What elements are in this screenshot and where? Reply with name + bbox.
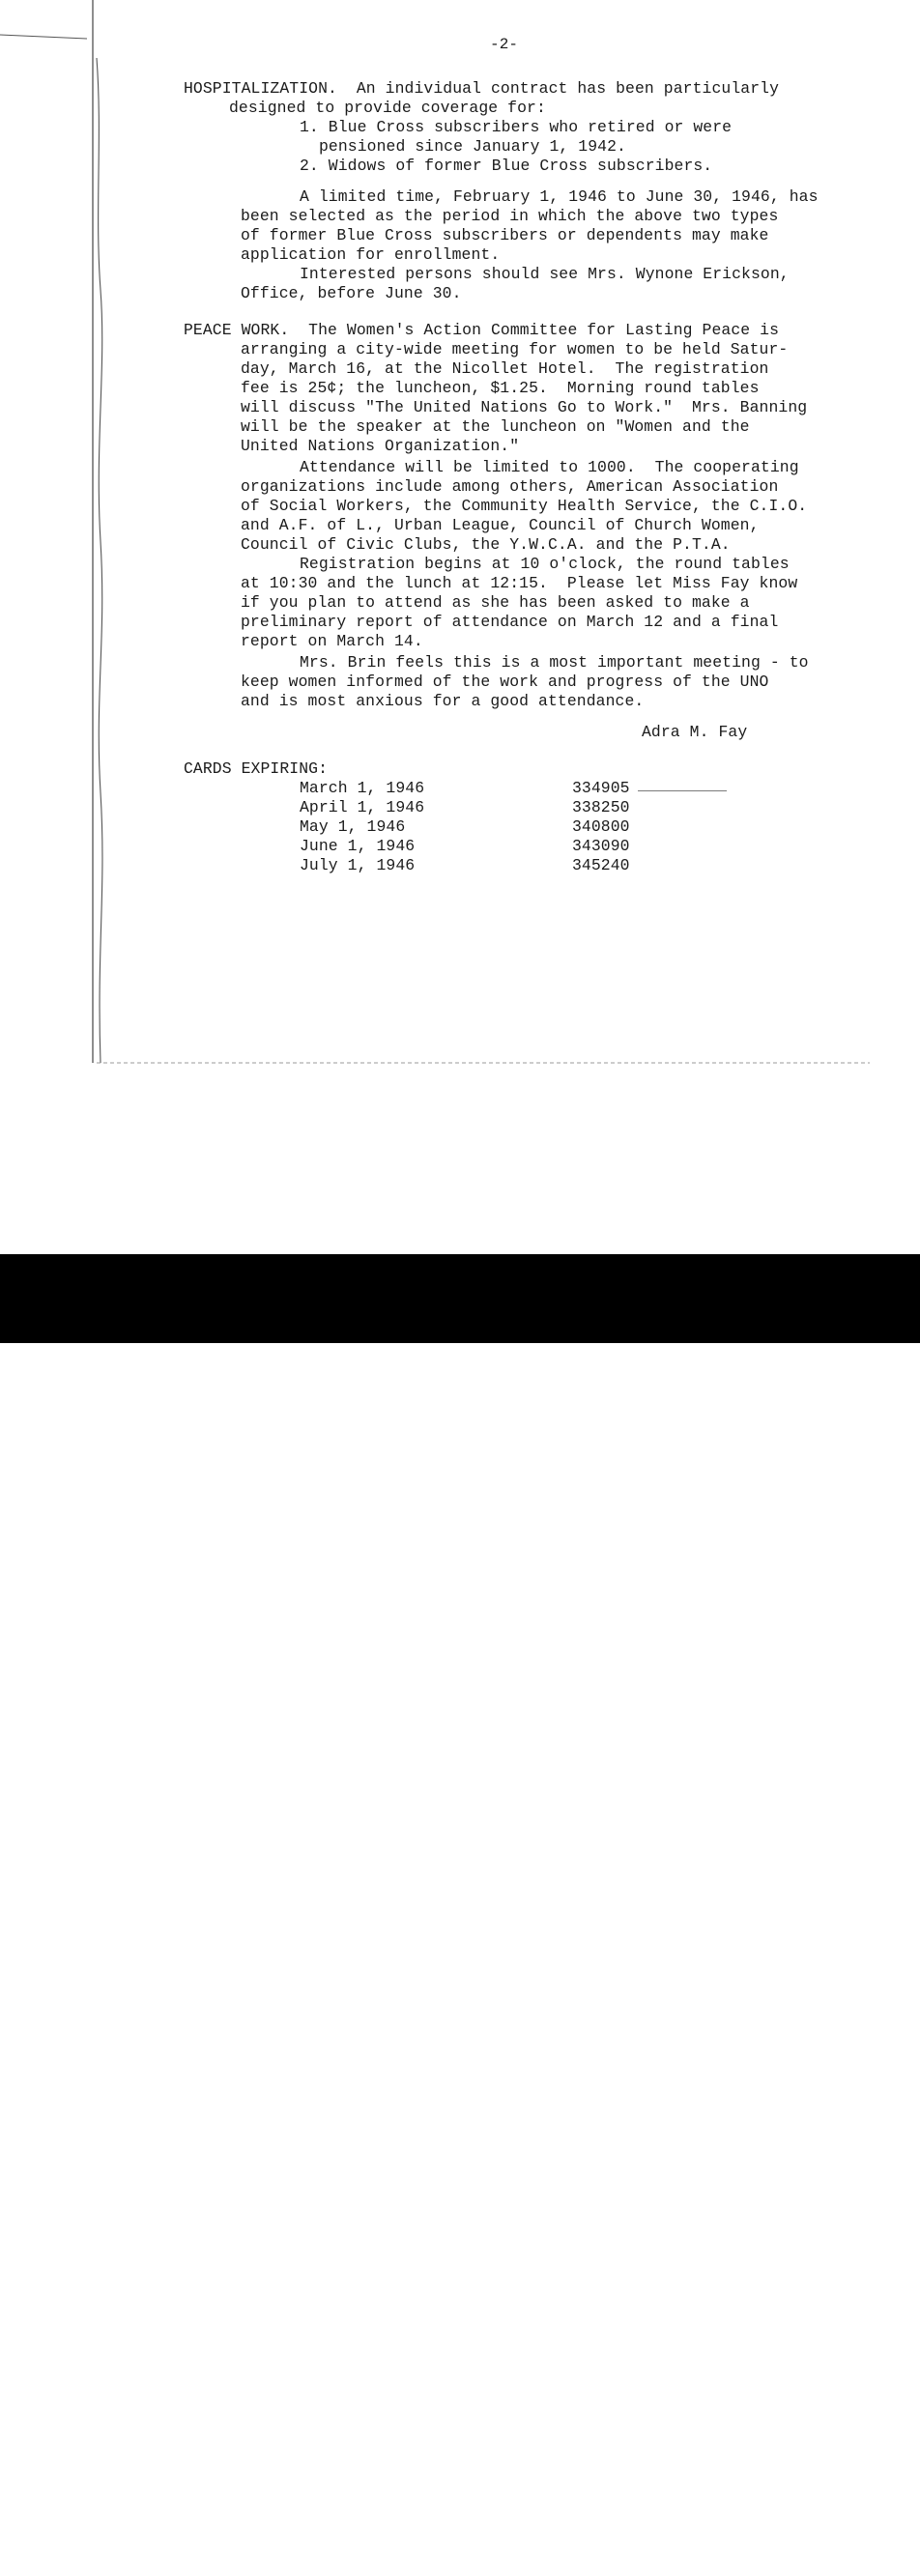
peace-work-line-8: Attendance will be limited to 1000. The cooperating [300, 458, 799, 476]
alamy-logo: alamy [27, 2528, 143, 2575]
page-number: -2- [490, 36, 519, 53]
hospitalization-line-2: designed to provide coverage for: [229, 99, 546, 117]
peace-work-line-15: if you plan to attend as she has been asked to make a [241, 593, 750, 612]
image-id-block [762, 2532, 893, 2564]
card-number: 343090 [572, 837, 630, 855]
signature: Adra M. Fay [642, 723, 748, 741]
card-date: July 1, 1946 [300, 856, 416, 874]
hospitalization-line-4: pensioned since January 1, 1942. [319, 137, 626, 156]
peace-work-line-7: United Nations Organization." [241, 437, 520, 455]
image-id: Image ID: 3AKCJNT [762, 2532, 893, 2548]
hospitalization-line-1: HOSPITALIZATION. An individual contract has been particularly [184, 79, 780, 98]
peace-work-line-3: day, March 16, at the Nicollet Hotel. The registration [241, 359, 769, 378]
site-url: www.alamy.com [803, 2549, 893, 2563]
card-date: May 1, 1946 [300, 817, 406, 836]
peace-work-line-2: arranging a city-wide meeting for women to be held Satur- [241, 340, 789, 358]
peace-work-line-16: preliminary report of attendance on March 12 and a final [241, 613, 779, 631]
hospitalization-line-9: application for enrollment. [241, 245, 501, 264]
peace-work-line-13: Registration begins at 10 o'clock, the round tables [300, 555, 790, 573]
peace-work-line-18: Mrs. Brin feels this is a most important meeting - to [300, 653, 809, 672]
cards-heading: CARDS EXPIRING: [184, 759, 329, 778]
hospitalization-line-7: been selected as the period in which the above two types [241, 207, 779, 225]
peace-work-line-19: keep women informed of the work and progress of the UNO [241, 673, 769, 691]
peace-work-line-11: and A.F. of L., Urban League, Council of Church Women, [241, 516, 760, 534]
hospitalization-line-3: 1. Blue Cross subscribers who retired or were [300, 118, 733, 136]
card-date: June 1, 1946 [300, 837, 416, 855]
peace-work-line-4: fee is 25¢; the luncheon, $1.25. Morning round tables [241, 379, 760, 397]
corner-mark [0, 35, 87, 39]
peace-work-line-12: Council of Civic Clubs, the Y.W.C.A. and the P.T.A. [241, 535, 731, 554]
peace-work-line-20: and is most anxious for a good attendance. [241, 692, 645, 710]
hospitalization-line-11: Office, before June 30. [241, 284, 462, 302]
watermark-footer [0, 1254, 920, 2575]
peace-work-line-6: will be the speaker at the luncheon on "Women and the [241, 417, 750, 436]
card-number: 334905 [572, 779, 630, 797]
binding-edge [97, 58, 102, 1063]
card-number-underline [638, 790, 727, 791]
peace-work-line-17: report on March 14. [241, 632, 423, 650]
card-date: April 1, 1946 [300, 798, 425, 816]
hospitalization-line-6: A limited time, February 1, 1946 to June 30, 1946, has [300, 187, 819, 206]
peace-work-line-9: organizations include among others, American Association [241, 477, 779, 496]
card-number: 340800 [572, 817, 630, 836]
peace-work-line-10: of Social Workers, the Community Health Service, the C.I.O. [241, 497, 808, 515]
peace-work-line-14: at 10:30 and the lunch at 12:15. Please let Miss Fay know [241, 574, 798, 592]
document-page [0, 0, 920, 1254]
hospitalization-line-10: Interested persons should see Mrs. Wynone Erickson, [300, 265, 790, 283]
card-date: March 1, 1946 [300, 779, 425, 797]
hospitalization-line-8: of former Blue Cross subscribers or dependents may make [241, 226, 769, 244]
card-number: 338250 [572, 798, 630, 816]
peace-work-line-5: will discuss "The United Nations Go to Work." Mrs. Banning [241, 398, 808, 416]
peace-work-line-1: PEACE WORK. The Women's Action Committee for Lasting Peace is [184, 321, 780, 339]
hospitalization-line-5: 2. Widows of former Blue Cross subscribers. [300, 157, 713, 175]
card-number: 345240 [572, 856, 630, 874]
